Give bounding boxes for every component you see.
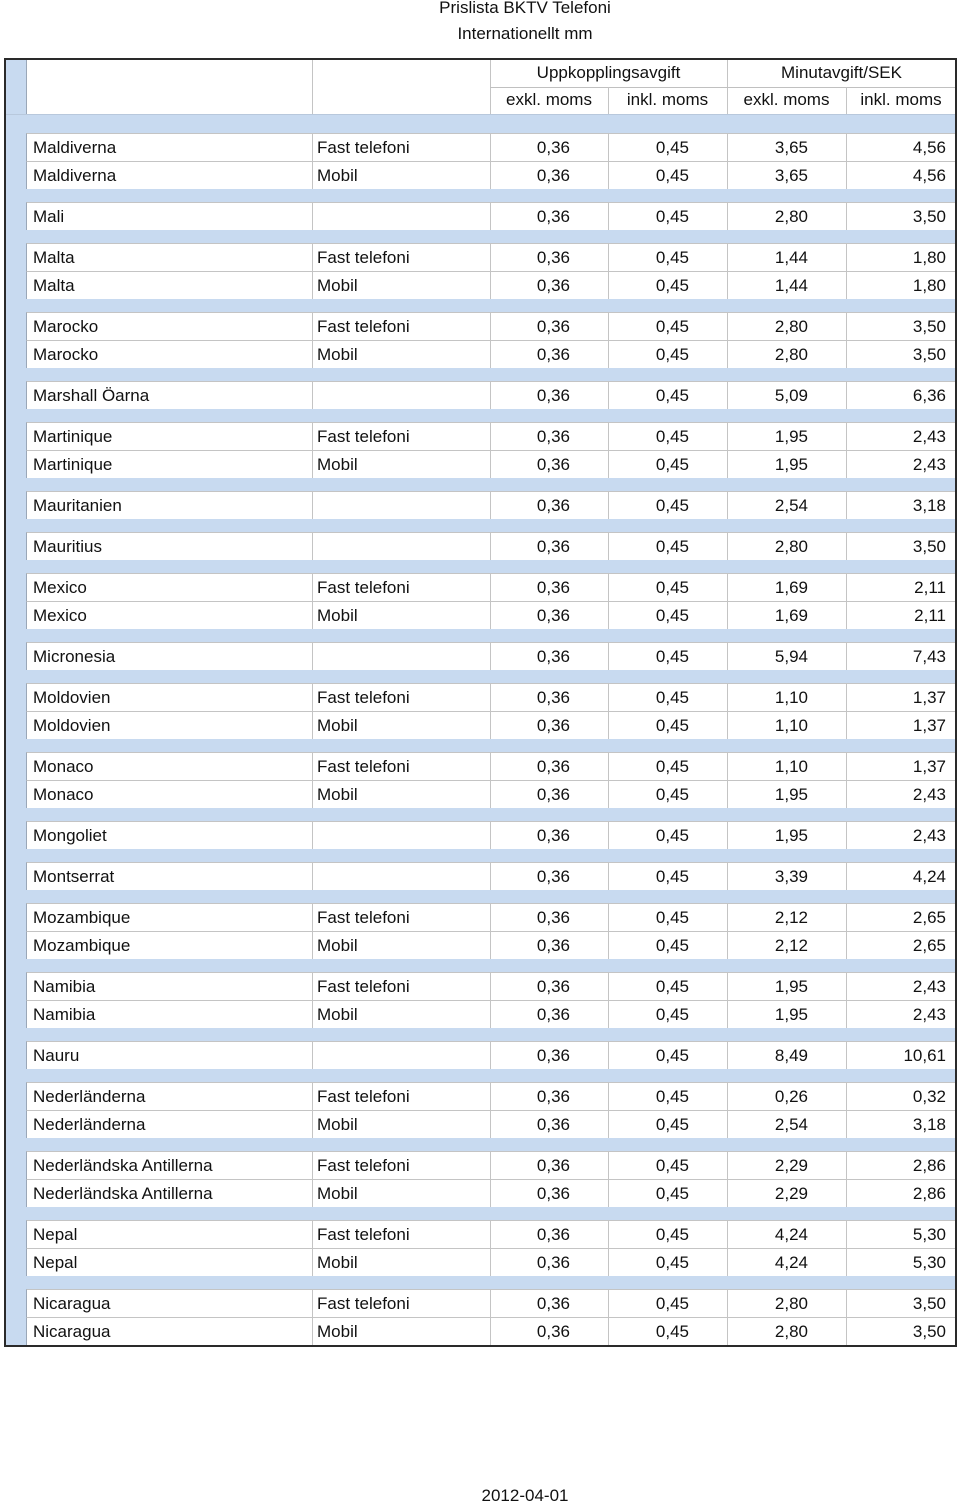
- table-row: [26, 1220, 955, 1248]
- table-row: [26, 1041, 955, 1069]
- connection-exkl-cell: 0,36: [490, 1249, 608, 1276]
- minute-inkl-cell: 1,37: [846, 753, 956, 780]
- minute-inkl-cell: 1,80: [846, 272, 956, 299]
- minute-exkl-cell: 1,69: [727, 602, 846, 629]
- table-row: [26, 450, 955, 478]
- table-row: [26, 202, 955, 230]
- connection-inkl-cell: 0,45: [608, 1318, 727, 1345]
- type-cell: [312, 203, 490, 230]
- type-cell: [312, 492, 490, 519]
- table-row: [26, 271, 955, 299]
- type-cell: [312, 1042, 490, 1069]
- minute-inkl-cell: 2,86: [846, 1180, 956, 1207]
- table-row: [26, 752, 955, 780]
- minute-inkl-cell: 2,86: [846, 1152, 956, 1179]
- page-title: Prislista BKTV Telefoni: [439, 0, 611, 17]
- country-cell: Micronesia: [33, 647, 116, 666]
- connection-inkl-cell: 0,45: [608, 1221, 727, 1248]
- connection-inkl-cell: 0,45: [608, 973, 727, 1000]
- minute-inkl-cell: 4,56: [846, 134, 956, 161]
- connection-inkl-cell: 0,45: [608, 134, 727, 161]
- connection-inkl-cell: 0,45: [608, 244, 727, 271]
- connection-exkl-cell: 0,36: [490, 712, 608, 739]
- table-row: [26, 381, 955, 409]
- type-cell: Mobil: [312, 1001, 490, 1028]
- connection-exkl-cell: 0,36: [490, 203, 608, 230]
- minute-exkl-cell: 1,10: [727, 753, 846, 780]
- connection-exkl-cell: 0,36: [490, 134, 608, 161]
- connection-inkl-cell: 0,45: [608, 423, 727, 450]
- type-cell: Mobil: [312, 1111, 490, 1138]
- country-cell: Nederländerna: [33, 1115, 146, 1134]
- country-cell: Monaco: [33, 785, 94, 804]
- price-table: [4, 58, 957, 1347]
- group-spacer: [6, 808, 955, 821]
- minute-inkl-cell: 4,56: [846, 162, 956, 189]
- table-row: [26, 683, 955, 711]
- group-spacer: [6, 189, 955, 202]
- connection-exkl-cell: 0,36: [490, 684, 608, 711]
- minute-inkl-cell: 2,65: [846, 904, 956, 931]
- header-sub: exkl. moms: [743, 90, 830, 109]
- table-row: [26, 161, 955, 189]
- group-spacer: [6, 1276, 955, 1289]
- country-cell: Marocko: [33, 317, 99, 336]
- connection-inkl-cell: 0,45: [608, 781, 727, 808]
- connection-inkl-cell: 0,45: [608, 1001, 727, 1028]
- type-cell: [312, 822, 490, 849]
- footer-date: 2012-04-01: [481, 1486, 569, 1505]
- country-cell: Nicaragua: [33, 1322, 111, 1341]
- group-spacer: [6, 299, 955, 312]
- minute-inkl-cell: 3,18: [846, 1111, 956, 1138]
- type-cell: Mobil: [312, 602, 490, 629]
- table-row: [26, 491, 955, 519]
- table-row: [26, 862, 955, 890]
- type-cell: Fast telefoni: [312, 244, 490, 271]
- table-row: [26, 243, 955, 271]
- connection-exkl-cell: 0,36: [490, 1290, 608, 1317]
- group-spacer: [6, 368, 955, 381]
- minute-exkl-cell: 1,95: [727, 973, 846, 1000]
- country-cell: Mauritius: [33, 537, 102, 556]
- table-row: [26, 1082, 955, 1110]
- connection-inkl-cell: 0,45: [608, 932, 727, 959]
- type-cell: [312, 382, 490, 409]
- minute-inkl-cell: 5,30: [846, 1221, 956, 1248]
- minute-exkl-cell: 2,12: [727, 932, 846, 959]
- connection-exkl-cell: 0,36: [490, 1111, 608, 1138]
- connection-inkl-cell: 0,45: [608, 753, 727, 780]
- country-cell: Nepal: [33, 1225, 78, 1244]
- connection-inkl-cell: 0,45: [608, 341, 727, 368]
- table-row: [26, 1179, 955, 1207]
- minute-exkl-cell: 2,80: [727, 1318, 846, 1345]
- connection-inkl-cell: 0,45: [608, 684, 727, 711]
- minute-inkl-cell: 0,32: [846, 1083, 956, 1110]
- group-spacer: [6, 629, 955, 642]
- country-cell: Nicaragua: [33, 1294, 111, 1313]
- header-sub: exkl. moms: [506, 90, 592, 109]
- country-cell: Mali: [33, 207, 65, 226]
- minute-inkl-cell: 3,50: [846, 1318, 956, 1345]
- connection-inkl-cell: 0,45: [608, 382, 727, 409]
- type-cell: Mobil: [312, 1180, 490, 1207]
- connection-exkl-cell: 0,36: [490, 272, 608, 299]
- connection-exkl-cell: 0,36: [490, 822, 608, 849]
- group-spacer: [6, 519, 955, 532]
- country-cell: Mozambique: [33, 936, 131, 955]
- connection-inkl-cell: 0,45: [608, 203, 727, 230]
- country-cell: Malta: [33, 248, 75, 267]
- connection-inkl-cell: 0,45: [608, 643, 727, 670]
- minute-exkl-cell: 2,80: [727, 341, 846, 368]
- connection-inkl-cell: 0,45: [608, 1180, 727, 1207]
- connection-exkl-cell: 0,36: [490, 904, 608, 931]
- country-cell: Martinique: [33, 427, 113, 446]
- minute-inkl-cell: 2,43: [846, 1001, 956, 1028]
- country-cell: Nepal: [33, 1253, 78, 1272]
- country-cell: Marocko: [33, 345, 99, 364]
- connection-inkl-cell: 0,45: [608, 574, 727, 601]
- minute-exkl-cell: 1,95: [727, 781, 846, 808]
- table-row: [26, 133, 955, 161]
- country-cell: Moldovien: [33, 716, 111, 735]
- connection-exkl-cell: 0,36: [490, 1152, 608, 1179]
- connection-exkl-cell: 0,36: [490, 162, 608, 189]
- connection-inkl-cell: 0,45: [608, 712, 727, 739]
- type-cell: Fast telefoni: [312, 973, 490, 1000]
- page-subtitle: Internationellt mm: [457, 24, 593, 43]
- connection-inkl-cell: 0,45: [608, 1152, 727, 1179]
- group-spacer: [6, 1207, 955, 1220]
- minute-exkl-cell: 2,80: [727, 1290, 846, 1317]
- minute-inkl-cell: 3,50: [846, 203, 956, 230]
- country-cell: Mauritanien: [33, 496, 122, 515]
- minute-exkl-cell: 1,44: [727, 244, 846, 271]
- type-cell: Fast telefoni: [312, 904, 490, 931]
- table-row: [26, 1151, 955, 1179]
- connection-exkl-cell: 0,36: [490, 932, 608, 959]
- type-cell: Mobil: [312, 272, 490, 299]
- connection-exkl-cell: 0,36: [490, 451, 608, 478]
- table-row: [26, 1317, 955, 1345]
- minute-exkl-cell: 5,09: [727, 382, 846, 409]
- table-row: [26, 1289, 955, 1317]
- minute-exkl-cell: 0,26: [727, 1083, 846, 1110]
- type-cell: Mobil: [312, 932, 490, 959]
- country-cell: Marshall Öarna: [33, 386, 150, 405]
- country-cell: Nauru: [33, 1046, 80, 1065]
- connection-exkl-cell: 0,36: [490, 492, 608, 519]
- header-gap: [6, 115, 955, 133]
- header-divider: [312, 60, 313, 114]
- minute-inkl-cell: 3,50: [846, 1290, 956, 1317]
- connection-inkl-cell: 0,45: [608, 822, 727, 849]
- table-row: [26, 532, 955, 560]
- minute-inkl-cell: 5,30: [846, 1249, 956, 1276]
- minute-exkl-cell: 3,39: [727, 863, 846, 890]
- minute-exkl-cell: 5,94: [727, 643, 846, 670]
- connection-exkl-cell: 0,36: [490, 643, 608, 670]
- table-header: [6, 60, 955, 115]
- connection-exkl-cell: 0,36: [490, 423, 608, 450]
- connection-exkl-cell: 0,36: [490, 1180, 608, 1207]
- group-spacer: [6, 849, 955, 862]
- group-spacer: [6, 230, 955, 243]
- minute-inkl-cell: 2,43: [846, 781, 956, 808]
- table-row: [26, 642, 955, 670]
- minute-inkl-cell: 6,36: [846, 382, 956, 409]
- minute-exkl-cell: 1,95: [727, 451, 846, 478]
- connection-inkl-cell: 0,45: [608, 272, 727, 299]
- connection-inkl-cell: 0,45: [608, 162, 727, 189]
- table-row: [26, 821, 955, 849]
- connection-inkl-cell: 0,45: [608, 451, 727, 478]
- minute-inkl-cell: 7,43: [846, 643, 956, 670]
- country-cell: Monaco: [33, 757, 94, 776]
- minute-inkl-cell: 2,11: [846, 574, 956, 601]
- type-cell: Fast telefoni: [312, 134, 490, 161]
- type-cell: Fast telefoni: [312, 1152, 490, 1179]
- country-cell: Namibia: [33, 1005, 96, 1024]
- group-spacer: [6, 478, 955, 491]
- connection-exkl-cell: 0,36: [490, 1318, 608, 1345]
- minute-inkl-cell: 2,65: [846, 932, 956, 959]
- type-cell: Mobil: [312, 1318, 490, 1345]
- table-row: [26, 340, 955, 368]
- type-cell: Fast telefoni: [312, 1290, 490, 1317]
- group-spacer: [6, 1138, 955, 1151]
- minute-inkl-cell: 4,24: [846, 863, 956, 890]
- type-cell: Mobil: [312, 451, 490, 478]
- country-cell: Martinique: [33, 455, 113, 474]
- group-spacer: [6, 670, 955, 683]
- connection-exkl-cell: 0,36: [490, 602, 608, 629]
- minute-exkl-cell: 1,95: [727, 822, 846, 849]
- type-cell: Fast telefoni: [312, 574, 490, 601]
- minute-inkl-cell: 1,37: [846, 712, 956, 739]
- connection-exkl-cell: 0,36: [490, 533, 608, 560]
- header-group-minute: Minutavgift/SEK: [781, 63, 902, 82]
- country-cell: Mexico: [33, 578, 87, 597]
- type-cell: Fast telefoni: [312, 684, 490, 711]
- group-spacer: [6, 890, 955, 903]
- table-row: [26, 903, 955, 931]
- table-row: [26, 1248, 955, 1276]
- table-row: [26, 422, 955, 450]
- minute-exkl-cell: 2,29: [727, 1180, 846, 1207]
- connection-inkl-cell: 0,45: [608, 1042, 727, 1069]
- header-sub: inkl. moms: [860, 90, 942, 109]
- type-cell: Mobil: [312, 1249, 490, 1276]
- connection-exkl-cell: 0,36: [490, 1001, 608, 1028]
- connection-inkl-cell: 0,45: [608, 1111, 727, 1138]
- table-row: [26, 573, 955, 601]
- connection-exkl-cell: 0,36: [490, 1083, 608, 1110]
- group-spacer: [6, 1069, 955, 1082]
- minute-inkl-cell: 1,80: [846, 244, 956, 271]
- connection-exkl-cell: 0,36: [490, 1042, 608, 1069]
- minute-exkl-cell: 1,69: [727, 574, 846, 601]
- type-cell: Fast telefoni: [312, 1221, 490, 1248]
- minute-inkl-cell: 3,50: [846, 313, 956, 340]
- connection-inkl-cell: 0,45: [608, 533, 727, 560]
- type-cell: Fast telefoni: [312, 423, 490, 450]
- minute-inkl-cell: 2,43: [846, 451, 956, 478]
- minute-exkl-cell: 2,80: [727, 313, 846, 340]
- connection-inkl-cell: 0,45: [608, 313, 727, 340]
- minute-inkl-cell: 2,43: [846, 822, 956, 849]
- country-cell: Mexico: [33, 606, 87, 625]
- connection-exkl-cell: 0,36: [490, 574, 608, 601]
- country-cell: Nederländska Antillerna: [33, 1184, 213, 1203]
- connection-inkl-cell: 0,45: [608, 602, 727, 629]
- connection-exkl-cell: 0,36: [490, 863, 608, 890]
- connection-inkl-cell: 0,45: [608, 1083, 727, 1110]
- minute-exkl-cell: 1,10: [727, 684, 846, 711]
- minute-inkl-cell: 3,50: [846, 341, 956, 368]
- minute-exkl-cell: 2,80: [727, 533, 846, 560]
- minute-exkl-cell: 2,12: [727, 904, 846, 931]
- minute-exkl-cell: 4,24: [727, 1249, 846, 1276]
- country-cell: Namibia: [33, 977, 96, 996]
- connection-exkl-cell: 0,36: [490, 244, 608, 271]
- minute-exkl-cell: 4,24: [727, 1221, 846, 1248]
- header-group-connection: Uppkopplingsavgift: [536, 63, 681, 82]
- minute-inkl-cell: 3,50: [846, 533, 956, 560]
- minute-exkl-cell: 2,80: [727, 203, 846, 230]
- table-row: [26, 972, 955, 1000]
- connection-inkl-cell: 0,45: [608, 904, 727, 931]
- minute-exkl-cell: 2,29: [727, 1152, 846, 1179]
- country-cell: Maldiverna: [33, 138, 117, 157]
- minute-exkl-cell: 8,49: [727, 1042, 846, 1069]
- table-row: [26, 1110, 955, 1138]
- country-cell: Nederländska Antillerna: [33, 1156, 213, 1175]
- table-row: [26, 312, 955, 340]
- group-spacer: [6, 1028, 955, 1041]
- minute-exkl-cell: 3,65: [727, 162, 846, 189]
- country-cell: Montserrat: [33, 867, 115, 886]
- group-spacer: [6, 959, 955, 972]
- connection-exkl-cell: 0,36: [490, 313, 608, 340]
- connection-exkl-cell: 0,36: [490, 1221, 608, 1248]
- type-cell: Mobil: [312, 781, 490, 808]
- minute-exkl-cell: 2,54: [727, 492, 846, 519]
- country-cell: Malta: [33, 276, 75, 295]
- connection-inkl-cell: 0,45: [608, 1290, 727, 1317]
- minute-inkl-cell: 10,61: [846, 1042, 956, 1069]
- minute-inkl-cell: 2,43: [846, 973, 956, 1000]
- minute-inkl-cell: 1,37: [846, 684, 956, 711]
- type-cell: [312, 643, 490, 670]
- country-cell: Nederländerna: [33, 1087, 146, 1106]
- header-rule: [490, 87, 955, 88]
- type-cell: Fast telefoni: [312, 1083, 490, 1110]
- connection-exkl-cell: 0,36: [490, 781, 608, 808]
- minute-inkl-cell: 2,43: [846, 423, 956, 450]
- country-cell: Maldiverna: [33, 166, 117, 185]
- country-cell: Mozambique: [33, 908, 131, 927]
- table-row: [26, 931, 955, 959]
- header-sub: inkl. moms: [626, 90, 709, 109]
- type-cell: [312, 863, 490, 890]
- country-cell: Moldovien: [33, 688, 111, 707]
- table-row: [26, 1000, 955, 1028]
- type-cell: Fast telefoni: [312, 753, 490, 780]
- connection-inkl-cell: 0,45: [608, 492, 727, 519]
- type-cell: [312, 533, 490, 560]
- header-block: [26, 60, 955, 114]
- minute-exkl-cell: 1,44: [727, 272, 846, 299]
- minute-exkl-cell: 1,95: [727, 423, 846, 450]
- connection-exkl-cell: 0,36: [490, 341, 608, 368]
- group-spacer: [6, 409, 955, 422]
- minute-exkl-cell: 2,54: [727, 1111, 846, 1138]
- table-row: [26, 780, 955, 808]
- table-row: [26, 711, 955, 739]
- type-cell: Fast telefoni: [312, 313, 490, 340]
- minute-inkl-cell: 2,11: [846, 602, 956, 629]
- minute-inkl-cell: 3,18: [846, 492, 956, 519]
- minute-exkl-cell: 1,95: [727, 1001, 846, 1028]
- type-cell: Mobil: [312, 712, 490, 739]
- connection-exkl-cell: 0,36: [490, 753, 608, 780]
- table-row: [26, 601, 955, 629]
- type-cell: Mobil: [312, 341, 490, 368]
- connection-inkl-cell: 0,45: [608, 863, 727, 890]
- group-spacer: [6, 560, 955, 573]
- country-cell: Mongoliet: [33, 826, 107, 845]
- group-spacer: [6, 739, 955, 752]
- connection-inkl-cell: 0,45: [608, 1249, 727, 1276]
- table-body: [6, 133, 955, 1345]
- minute-exkl-cell: 3,65: [727, 134, 846, 161]
- connection-exkl-cell: 0,36: [490, 382, 608, 409]
- connection-exkl-cell: 0,36: [490, 973, 608, 1000]
- minute-exkl-cell: 1,10: [727, 712, 846, 739]
- type-cell: Mobil: [312, 162, 490, 189]
